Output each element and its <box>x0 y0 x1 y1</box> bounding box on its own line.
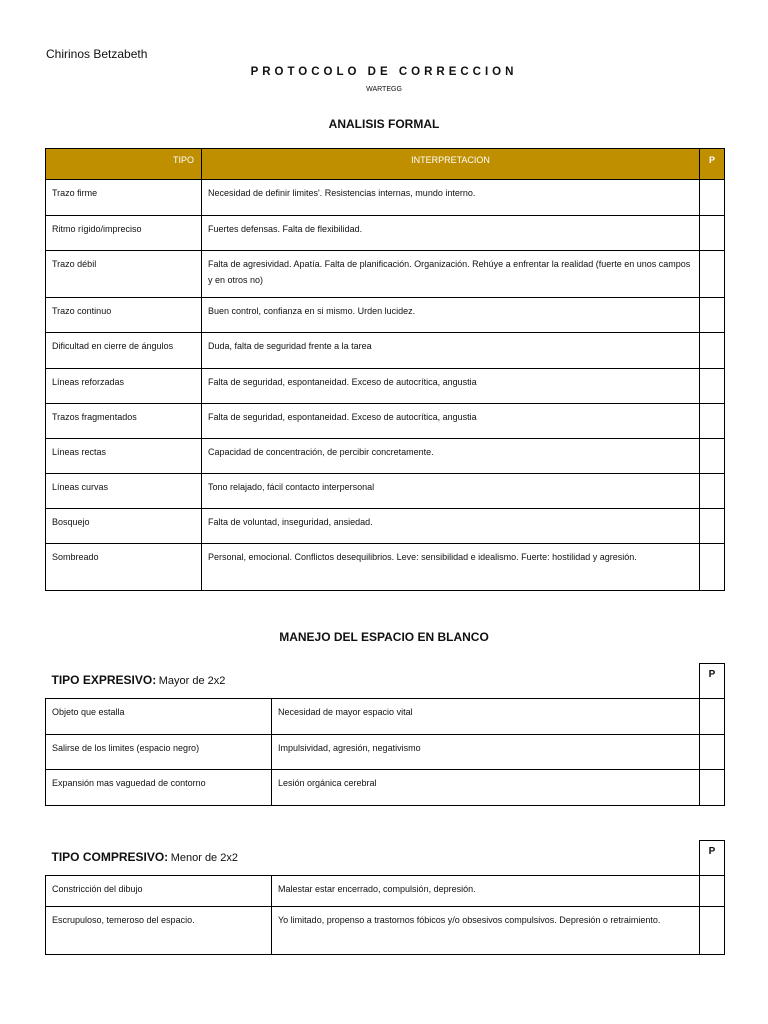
tipo-cell: Trazo firme <box>46 180 202 216</box>
table-row <box>46 298 725 333</box>
section-heading-blank-space: MANEJO DEL ESPACIO EN BLANCO <box>279 630 489 644</box>
column-header-interpretacion: INTERPRETACION <box>202 149 700 180</box>
score-cell[interactable] <box>700 876 725 907</box>
score-cell[interactable] <box>700 298 725 333</box>
table-row <box>46 180 725 216</box>
interpretation-cell: Buen control, confianza en si mismo. Urden lucidez. <box>202 298 700 333</box>
compresivo-title: TIPO COMPRESIVO: <box>51 850 169 865</box>
table-row <box>46 216 725 251</box>
table-header-row <box>46 149 725 180</box>
p-header: P <box>700 664 725 699</box>
score-cell[interactable] <box>700 474 725 509</box>
tipo-cell: Escrupuloso, temeroso del espacio. <box>46 907 272 955</box>
table-row <box>46 439 725 474</box>
score-cell[interactable] <box>700 251 725 298</box>
tipo-cell: Expansión mas vaguedad de contorno <box>46 770 272 806</box>
tipo-cell: Trazo débil <box>46 251 202 298</box>
interpretation-cell: Falta de seguridad, espontaneidad. Exceso de autocrítica, angustia <box>202 404 700 439</box>
table-row <box>46 907 725 955</box>
score-cell[interactable] <box>700 404 725 439</box>
section-title-row <box>46 664 725 699</box>
interpretation-cell: Necesidad de mayor espacio vital <box>272 699 700 735</box>
table-row <box>46 474 725 509</box>
interpretation-cell: Malestar estar encerrado, compulsión, depresión. <box>272 876 700 907</box>
score-cell[interactable] <box>700 699 725 735</box>
score-cell[interactable] <box>700 216 725 251</box>
interpretation-cell: Duda, falta de seguridad frente a la tarea <box>202 333 700 369</box>
expresivo-table <box>45 663 725 806</box>
score-cell[interactable] <box>700 333 725 369</box>
table-row <box>46 509 725 544</box>
table-row <box>46 404 725 439</box>
score-cell[interactable] <box>700 544 725 591</box>
table-row <box>46 699 725 735</box>
document-subtitle: WARTEGG <box>366 86 402 93</box>
interpretation-cell: Capacidad de concentración, de percibir concretamente. <box>202 439 700 474</box>
section-title-row <box>46 841 725 876</box>
formal-analysis-table <box>45 148 725 591</box>
table-row <box>46 876 725 907</box>
interpretation-cell: Personal, emocional. Conflictos desequilibrios. Leve: sensibilidad e idealismo. Fuerte: hostilidad y agresión. <box>202 544 700 591</box>
tipo-cell: Trazo continuo <box>46 298 202 333</box>
interpretation-cell: Lesión orgánica cerebral <box>272 770 700 806</box>
tipo-cell: Sombreado <box>46 544 202 591</box>
table-row <box>46 369 725 404</box>
score-cell[interactable] <box>700 369 725 404</box>
column-header-p: P <box>700 149 725 180</box>
interpretation-cell: Tono relajado, fácil contacto interpersonal <box>202 474 700 509</box>
table-row <box>46 251 725 298</box>
score-cell[interactable] <box>700 509 725 544</box>
section-heading-formal: ANALISIS FORMAL <box>328 117 440 131</box>
score-cell[interactable] <box>700 180 725 216</box>
interpretation-cell: Fuertes defensas. Falta de flexibilidad. <box>202 216 700 251</box>
interpretation-cell: Impulsividad, agresión, negativismo <box>272 735 700 770</box>
interpretation-cell: Falta de seguridad, espontaneidad. Exceso de autocrítica, angustia <box>202 369 700 404</box>
compresivo-table <box>45 840 725 955</box>
author-name: Chirinos Betzabeth <box>46 47 148 61</box>
interpretation-cell: Falta de voluntad, inseguridad, ansiedad. <box>202 509 700 544</box>
tipo-cell: Líneas curvas <box>46 474 202 509</box>
tipo-cell: Objeto que estalla <box>46 699 272 735</box>
document-title: PROTOCOLO DE CORRECCION <box>250 66 518 78</box>
score-cell[interactable] <box>700 907 725 955</box>
table-row <box>46 333 725 369</box>
p-header: P <box>700 841 725 876</box>
tipo-cell: Trazos fragmentados <box>46 404 202 439</box>
tipo-cell: Ritmo rígido/impreciso <box>46 216 202 251</box>
interpretation-cell: Necesidad de definir limites'. Resistencias internas, mundo interno. <box>202 180 700 216</box>
score-cell[interactable] <box>700 735 725 770</box>
interpretation-cell: Yo limitado, propenso a trastornos fóbicos y/o obsesivos compulsivos. Depresión o retraimiento. <box>272 907 700 955</box>
expresivo-desc: Mayor de 2x2 <box>158 675 226 688</box>
tipo-cell: Salirse de los limites (espacio negro) <box>46 735 272 770</box>
tipo-cell: Líneas reforzadas <box>46 369 202 404</box>
tipo-cell: Constricción del dibujo <box>46 876 272 907</box>
tipo-cell: Líneas rectas <box>46 439 202 474</box>
score-cell[interactable] <box>700 439 725 474</box>
table-row <box>46 770 725 806</box>
column-header-tipo: TIPO <box>46 149 202 180</box>
tipo-cell: Dificultad en cierre de ángulos <box>46 333 202 369</box>
table-row <box>46 544 725 591</box>
table-row <box>46 735 725 770</box>
interpretation-cell: Falta de agresividad. Apatía. Falta de planificación. Organización. Rehúye a enfrentar la realidad (fuerte en unos campos y en otros no) <box>202 251 700 298</box>
tipo-cell: Bosquejo <box>46 509 202 544</box>
compresivo-desc: Menor de 2x2 <box>170 852 238 865</box>
expresivo-title: TIPO EXPRESIVO: <box>51 673 157 688</box>
score-cell[interactable] <box>700 770 725 806</box>
